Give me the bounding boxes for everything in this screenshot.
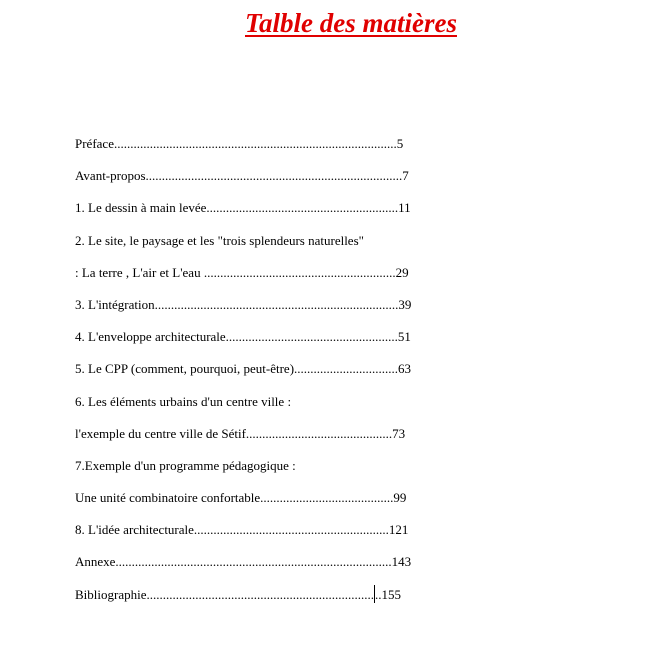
table-of-contents: [75, 134, 475, 617]
toc-entry-site-line1: [75, 231, 475, 263]
toc-entry-text: Une unité combinatoire confortable.........................................99: [75, 490, 407, 506]
toc-entry-annexe: [75, 552, 475, 584]
toc-entry-text: 5. Le CPP (comment, pourquoi, peut-être)................................63: [75, 361, 412, 377]
toc-entry-programme-line2: [75, 488, 475, 520]
toc-entry-text: 1. Le dessin à main levée...........................................................11: [75, 200, 411, 216]
toc-entry-text: l'exemple du centre ville de Sétif.............................................73: [75, 425, 406, 441]
page-title: Talble des matières: [245, 8, 457, 38]
toc-entry-text: 2. Le site, le paysage et les "trois splendeurs naturelles": [75, 232, 364, 248]
toc-entry-text: Préface.......................................................................................5: [75, 136, 404, 151]
toc-entry-text-after-cursor: ..155: [375, 586, 401, 602]
toc-entry-elements-urbains-line2: [75, 424, 475, 456]
toc-entry-text: 3. L'intégration...........................................................................39: [75, 296, 412, 312]
toc-entry-text: : La terre , L'air et L'eau ...........................................................29: [75, 264, 409, 280]
toc-entry-enveloppe: [75, 327, 475, 359]
toc-entry-text: Avant-propos...............................................................................7: [75, 168, 409, 184]
toc-entry-site-line2: [75, 263, 475, 295]
toc-entry-idee: [75, 520, 475, 552]
toc-entry-avant-propos: [75, 166, 475, 198]
toc-entry-cpp: [75, 359, 475, 391]
toc-entry-elements-urbains-line1: [75, 392, 475, 424]
toc-entry-preface: [75, 134, 475, 166]
toc-entry-text: 4. L'enveloppe architecturale.....................................................51: [75, 329, 411, 345]
toc-entry-text: 6. Les éléments urbains d'un centre ville :: [75, 393, 292, 409]
toc-entry-bibliographie: [75, 585, 475, 617]
toc-entry-text: 8. L'idée architecturale............................................................121: [75, 522, 409, 538]
toc-entry-integration: [75, 295, 475, 327]
toc-entry-text: Bibliographie......................................................................: [75, 586, 374, 602]
toc-entry-text: Annexe.....................................................................................143: [75, 554, 412, 570]
toc-entry-dessin: [75, 198, 475, 230]
toc-entry-text: 7.Exemple d'un programme pédagogique :: [75, 457, 296, 473]
toc-entry-programme-line1: [75, 456, 475, 488]
